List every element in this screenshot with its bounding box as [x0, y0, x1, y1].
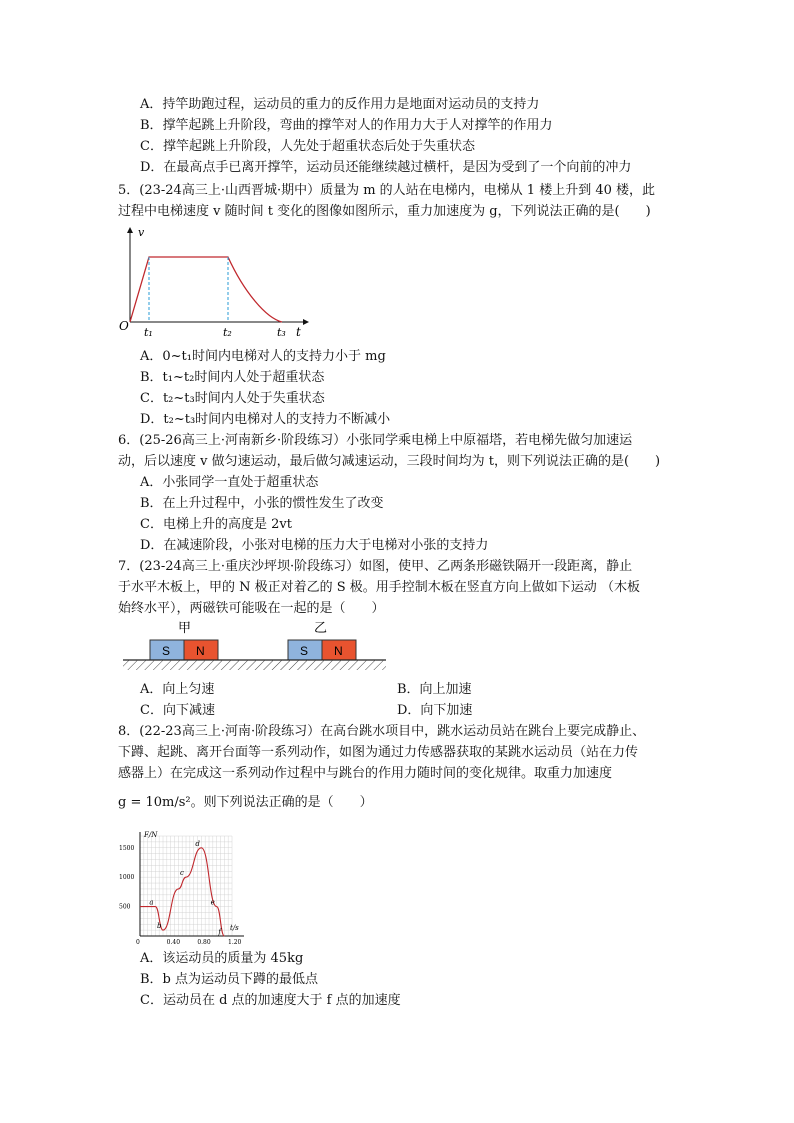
q6-option-a: A．小张同学一直处于超重状态	[140, 475, 319, 490]
x-tick-label: 0	[136, 939, 140, 946]
jia-s-text: S	[162, 644, 171, 658]
q5-vt-graph	[116, 222, 316, 342]
force-ylabel: F/N	[144, 831, 158, 839]
point-label-d: d	[195, 839, 200, 848]
board-hatch	[123, 660, 386, 670]
jia-n-text: N	[196, 644, 205, 658]
q7-magnets-figure	[120, 618, 390, 674]
force-xlabel: t/s	[230, 924, 239, 932]
q7-stem-line1: 7．(23-24高三上·重庆沙坪坝·阶段练习）如图，使甲、乙两条形磁铁隔开一段距离，静止	[118, 559, 633, 574]
x-tick-label: 0.80	[197, 939, 211, 946]
q8-stem-line1: 8．(22-23高三上·河南·阶段练习）在高台跳水项目中，跳水运动员站在跳台上要完成静止、	[118, 724, 646, 739]
q6-stem-line1: 6．(25-26高三上·河南新乡·阶段练习）小张同学乘电梯上中原福塔，若电梯先做匀加速运	[118, 433, 633, 448]
q4-option-d: D．在最高点手已离开撑竿，运动员还能继续越过横杆，是因为受到了一个向前的冲力	[140, 160, 632, 175]
q5-option-a: A．0~t₁时间内电梯对人的支持力小于 mg	[140, 349, 386, 364]
force-grid	[140, 836, 232, 936]
x-tick-label: 1.20	[228, 939, 242, 946]
q8-force-graph	[118, 826, 248, 946]
q4-option-b: B．撑竿起跳上升阶段，弯曲的撑竿对人的作用力大于人对撑竿的作用力	[140, 118, 553, 133]
q7-stem-line3: 始终水平），两磁铁可能吸在一起的是（ ）	[118, 601, 385, 616]
q5-stem-line1: 5．(23-24高三上·山西晋城·期中）质量为 m 的人站在电梯内，电梯从 1 楼上升到 40 楼，此	[118, 183, 656, 198]
q8-option-b: B．b 点为运动员下蹲的最低点	[140, 972, 319, 987]
q7-option-a: A．向上匀速	[140, 682, 215, 697]
t2-label: t₂	[223, 326, 232, 339]
y-tick-label: 1000	[119, 874, 135, 882]
x-tick-label: 0.40	[166, 939, 181, 946]
t-label: t	[296, 325, 301, 339]
jia-label: 甲	[178, 621, 192, 636]
q6-stem-line2: 动，后以速度 v 做匀速运动，最后做匀减速运动，三段时间均为 t，则下列说法正确的是( )	[118, 454, 661, 469]
t3-label: t₃	[277, 326, 286, 339]
q5-option-d: D．t₂~t₃时间内电梯对人的支持力不断减小	[140, 412, 391, 427]
q7-option-d: D．向下加速	[397, 703, 473, 718]
q5-option-c: C．t₂~t₃时间内人处于失重状态	[140, 391, 325, 406]
q6-option-b: B．在上升过程中，小张的惯性发生了改变	[140, 496, 384, 511]
point-label-e: e	[210, 898, 215, 907]
q6-option-c: C．电梯上升的高度是 2vt	[140, 517, 292, 532]
point-label-a: a	[149, 898, 154, 907]
q8-stem-line3: 感器上）在完成这一系列动作过程中与跳台的作用力随时间的变化规律。取重力加速度	[118, 766, 613, 781]
q5-option-b: B．t₁~t₂时间内人处于超重状态	[140, 370, 325, 385]
yi-n-text: N	[334, 644, 343, 658]
yi-s-text: S	[300, 644, 309, 658]
t1-label: t₁	[144, 326, 153, 339]
y-tick-label: 1500	[119, 844, 135, 852]
point-label-c: c	[180, 869, 184, 878]
q7-option-b: B．向上加速	[397, 682, 472, 697]
v-label: v	[138, 226, 145, 239]
q8-stem-line4: g = 10m/s²。则下列说法正确的是（ ）	[118, 795, 373, 810]
q8-stem-line2: 下蹲、起跳、离开台面等一系列动作，如图为通过力传感器获取的某跳水运动员（站在力传	[118, 745, 639, 760]
q8-option-c: C．运动员在 d 点的加速度大于 f 点的加速度	[140, 993, 401, 1008]
vt-curve	[130, 257, 282, 322]
y-tick-label: 500	[119, 903, 131, 911]
point-label-b: b	[157, 922, 162, 931]
q8-option-a: A．该运动员的质量为 45kg	[140, 951, 304, 966]
q5-stem-line2: 过程中电梯速度 v 随时间 t 变化的图像如图所示，重力加速度为 g，下列说法正确的是( )	[118, 204, 651, 219]
yi-label: 乙	[314, 621, 328, 636]
q6-option-d: D．在减速阶段，小张对电梯的压力大于电梯对小张的支持力	[140, 538, 489, 553]
point-label-f: f	[218, 928, 221, 936]
q7-option-c: C．向下减速	[140, 703, 215, 718]
q4-option-c: C．撑竿起跳上升阶段，人先处于超重状态后处于失重状态	[140, 139, 475, 154]
q4-option-a: A．持竿助跑过程，运动员的重力的反作用力是地面对运动员的支持力	[140, 97, 540, 112]
q7-stem-line2: 于水平木板上，甲的 N 极正对着乙的 S 极。用手控制木板在竖直方向上做如下运动 （木板	[118, 580, 640, 595]
origin-label: O	[119, 319, 129, 333]
